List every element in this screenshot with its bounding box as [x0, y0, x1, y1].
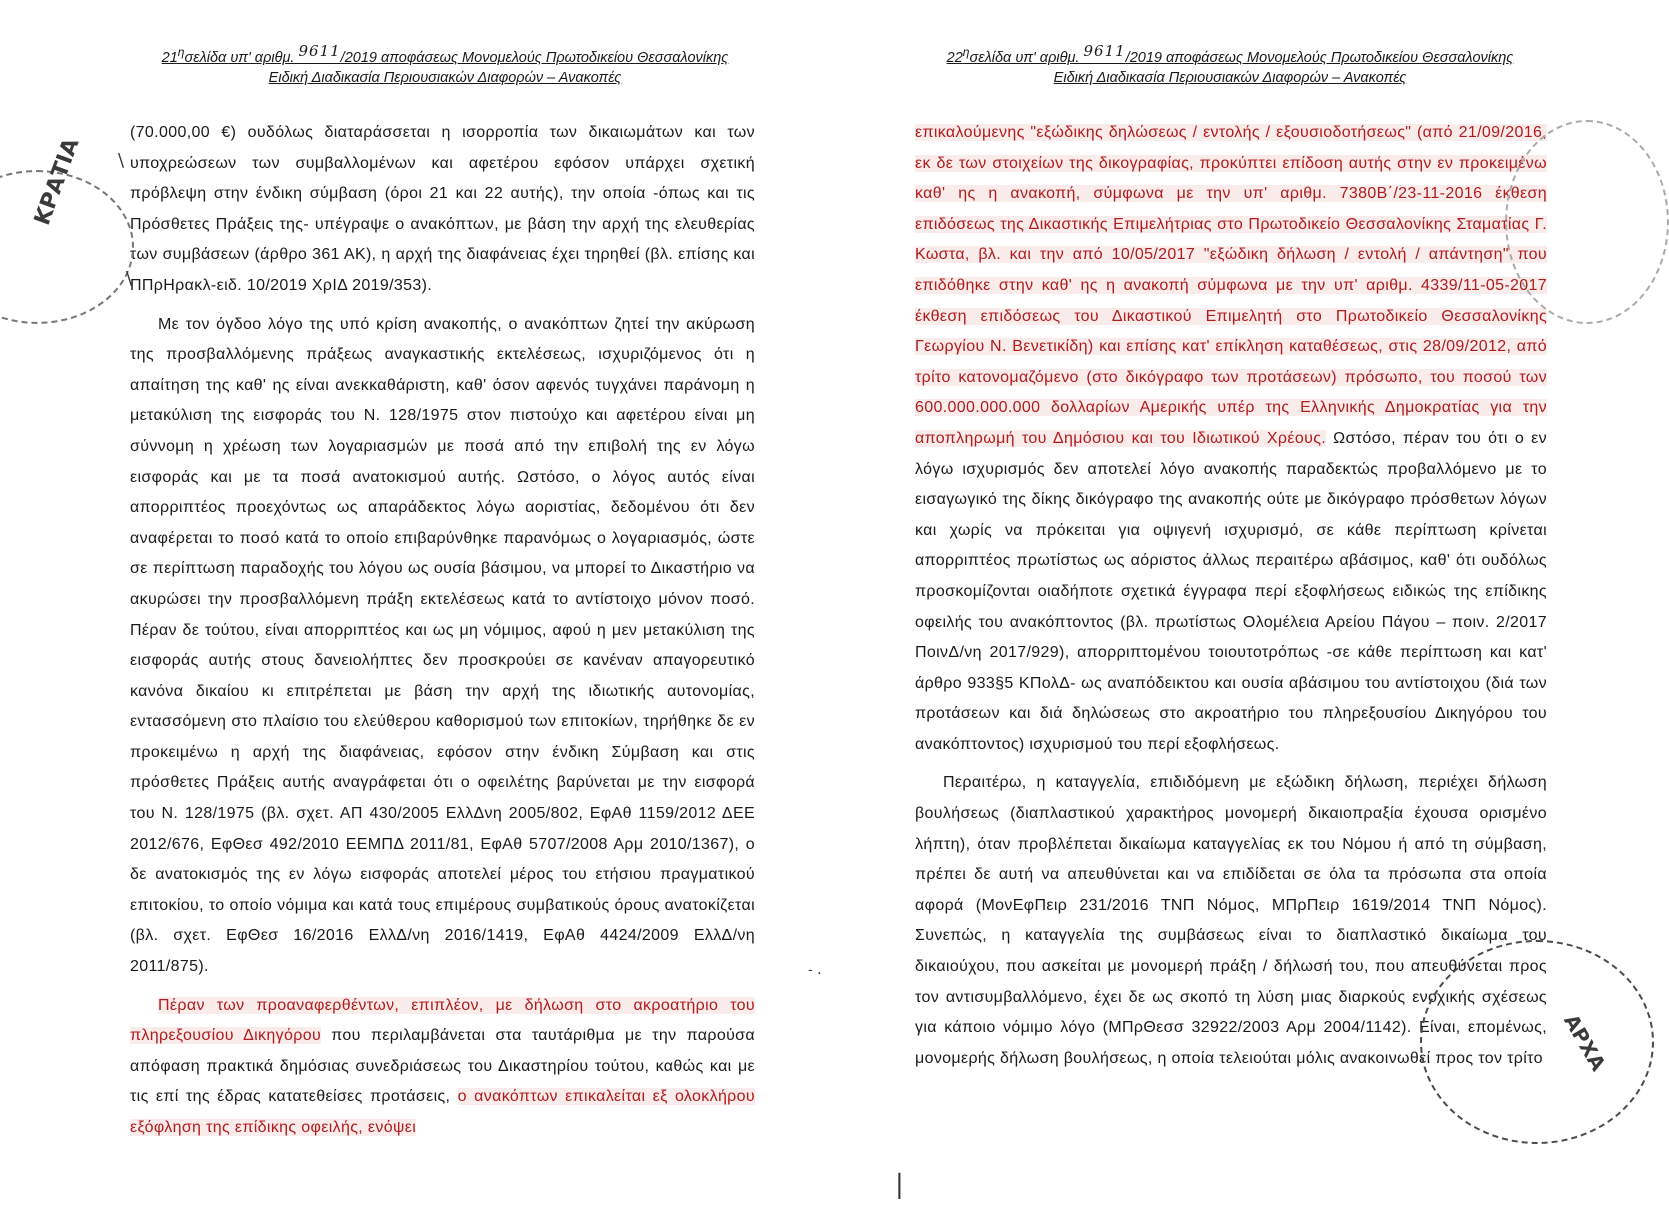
page-header — [895, 42, 1565, 88]
page-ordinal: 22 — [946, 49, 963, 66]
paragraph: (70.000,00 €) ουδόλως διαταράσσεται η ισορροπία των δικαιωμάτων και των υποχρεώσεων των συμβαλλομένων και αφετέρου εφόσον υπάρχει σχετική πρόβλεψη στην ένδικη σύμβαση (όροι 21 και 22 αυτής), την οποία -όπως και τις Πρόσθετες Πράξεις της- υπέγραψε ο ανακόπτων, με βάση την αρχή της ελευθερίας των συμβάσεων (άρθρο 361 ΑΚ), η αρχή της διαφάνειας έχει τηρηθεί (βλ. επίσης και ΠΠρΗρακλ-ειδ. 10/2019 ΧρΙΔ 2019/353). — [130, 124, 755, 294]
page-header — [110, 42, 780, 88]
highlighted-text: επικαλούμενης "εξώδικης δηλώσεως / εντολής / εξουσιοδοτήσεως" (από 21/09/2016, εκ δε των στοιχείων της δικογραφίας, προκύπτει επίδοση αυτής στην εν προκειμένω καθ' ης η ανακοπή, σύμφωνα με την υπ' αριθμ. 7380Β΄/23-11-2016 έκθεση επιδόσεως της Δικαστικής Επιμελήτριας στο Πρωτοδικείο Θεσσαλονίκης Σταματίας Γ. Κωστα, βλ. και την από 10/05/2017 "εξώδικη δήλωση / εντολή / απάντηση" που επιδόθηκε στην καθ' ης η ανακοπή σύμφωνα με την υπ' αριθμ. 4339/11-05-2017 έκθεση επιδόσεως του Δικαστικού Επιμελητή στο Πρωτοδικείο Θεσσαλονίκης Γεωργίου Ν. Βενετικίδη) και επίσης κατ' επίκληση καταθέσεως, στις 28/09/2012, από τρίτο κατονομαζόμενο (στο δικόγραφο των προτάσεων) πρόσωπο, του ποσού των 600.000.000.000 δολλαρίων Αμερικής υπέρ της Ελληνικής Δημοκρατίας για την αποπληρωμή του Δημόσιου και του Ιδιωτικού Χρέους. — [915, 124, 1547, 447]
pen-mark: | — [895, 1170, 904, 1200]
header-line-1 — [110, 42, 780, 68]
ordinal-suffix: η — [177, 45, 185, 59]
paragraph — [915, 118, 1547, 760]
court-stamp — [0, 170, 134, 324]
header-text: σελίδα υπ' αριθμ. — [969, 49, 1080, 66]
stamp-text: ΚΡΑΤΙΑ — [30, 135, 85, 229]
highlighted-text: Πέραν των προαναφερθέντων, επιπλέον, με δήλωση στο ακροατήριο του πληρεξουσίου Δικηγόρου — [130, 996, 755, 1045]
pen-mark: - . — [808, 962, 822, 978]
paragraph-text: που περιλαμβάνεται στα ταυτάριθμα με την παρούσα απόφαση πρακτικά δημόσιας συνεδριάσεως του Δικαστηρίου τούτου, καθώς και με τις επί της έδρας κατατεθείσες προτάσεις, — [130, 1027, 755, 1106]
handwritten-number: 9611 — [298, 41, 341, 60]
pen-mark: \ — [126, 268, 133, 289]
court-stamp — [1505, 120, 1669, 324]
header-line-2: Ειδική Διαδικασία Περιουσιακών Διαφορών – Ανακοπές — [268, 69, 622, 86]
handwritten-number: 9611 — [1083, 41, 1126, 60]
header-court: /2019 αποφάσεως Μονομελούς Πρωτοδικείου Θεσσαλονίκης — [1125, 49, 1514, 66]
header-court: /2019 αποφάσεως Μονομελούς Πρωτοδικείου Θεσσαλονίκης — [340, 49, 729, 66]
page-body — [915, 118, 1547, 1074]
header-text: σελίδα υπ' αριθμ. — [184, 49, 295, 66]
page-ordinal: 21 — [161, 49, 178, 66]
header-line-2: Ειδική Διαδικασία Περιουσιακών Διαφορών – Ανακοπές — [1053, 69, 1407, 86]
header-line-1 — [895, 42, 1565, 68]
right-page — [800, 0, 1611, 1219]
paragraph — [130, 991, 755, 1144]
paragraph: Περαιτέρω, η καταγγελία, επιδιδόμενη με εξώδικη δήλωση, περιέχει δήλωση βουλήσεως (διαπλαστικού χαρακτήρος μονομερή δικαιοπραξία έχουσα ορισμένο λήπτη), όταν προβλέπεται δικαίωμα καταγγελίας εκ του Νόμου ή από τη σύμβαση, πρέπει δε αυτή να απευθύνεται και να επιδίδεται σε όλα τα πρόσωπα στα οποία αφορά (ΜονΕφΠειρ 231/2016 ΤΝΠ Νόμος, ΜΠρΠειρ 1619/2014 ΤΝΠ Νόμος). Συνεπώς, η καταγγελία της συμβάσεως είναι το διαπλαστικό δικαίωμα του δικαιούχου, που ασκείται με μονομερή πράξη / δήλωσή του, που απευθύνεται προς τον αντισυμβαλλόμενο, έχει δε ως σκοπό τη λύση μιας διαρκούς ενοχικής σχέσεως για κάποιο νόμιμο λόγο (ΜΠρΘεσσ 32922/2003 Αρμ 2004/1142). Είναι, επομένως, μονομερής δήλωση βουλήσεως, η οποία τελειούται μόλις ανακοινωθεί προς τον τρίτο — [915, 774, 1547, 1067]
highlighted-text: ο ανακόπτων επικαλείται εξ ολοκλήρου εξόφληση της επίδικης οφειλής, ενόψει — [130, 1088, 755, 1136]
ordinal-suffix: η — [962, 45, 970, 59]
pen-mark: \ — [118, 150, 125, 171]
page-body — [130, 118, 755, 1144]
paragraph-text: Ωστόσο, πέραν του ότι ο εν λόγω ισχυρισμός δεν αποτελεί λόγο ανακοπής παραδεκτώς προβαλλόμενο με το εισαγωγικό της δίκης δικόγραφο της ανακοπής ούτε με δικόγραφο πρόσθετων λόγων και χωρίς να πρόκειται για οψιγενή ισχυρισμό, σε κάθε περίπτωση κρίνεται απορριπτέος πρωτίστως ως αόριστος άλλως περαιτέρω αβάσιμος, καθ' ότι ουδόλως προσκομίζονται οιαδήποτε σχετικά έγγραφα περί εξοφλήσεως ειδικώς της επίδικης οφειλής του ανακόπτοντος (βλ. πρωτίστως Ολομέλεια Αρείου Πάγου – ποιν. 2/2017 ΠοινΔ/νη 2017/929), απορριπτομένου τοιουτοτρόπως -σε κάθε περίπτωση και κατ' άρθρο 933§5 ΚΠολΔ- ως αναπόδεικτου και ουσία αβάσιμου του αντίστοιχου (διά των προτάσεων και διά δηλώσεως στο ακροατήριο του πληρεξουσίου Δικηγόρου του ανακόπτοντος) ισχυρισμού του περί εξοφλήσεως. — [915, 429, 1547, 753]
left-page — [0, 0, 800, 1219]
stamp-text: ΑΡΧΑ — [1559, 1010, 1611, 1075]
paragraph: Με τον όγδοο λόγο της υπό κρίση ανακοπής, ο ανακόπτων ζητεί την ακύρωση της προσβαλλόμενης πράξεως αναγκαστικής εκτελέσεως, ισχυριζόμενος ότι η απαίτηση της καθ' ης είναι ανεκκαθάριστη, καθ' όσον αφενός τυγχάνει παράνομη η μετακύλιση της εισφοράς του Ν. 128/1975 στον πιστούχο και αφετέρου είναι μη σύννομη η χρέωση των λογαριασμών με ποσά από την επιβολή της εν λόγω εισφοράς και με τα ποσά ανατοκισμού αυτής. Ωστόσο, ο λόγος αυτός είναι απορριπτέος προεχόντως ως απαράδεκτος λόγω αοριστίας, δεδομένου ότι δεν αναφέρεται το ποσό κατά το οποίο επιβαρύνθηκε παρανόμως ο λογαριασμός, ώστε σε περίπτωση παραδοχής του λόγου ως ουσία βάσιμου, να μπορεί το Δικαστήριο να ακυρώσει την προσβαλλόμενη πράξη εκτελέσεως κατά το αντίστοιχο μόνον ποσό. Πέραν δε τούτου, είναι απορριπτέος και ως μη νόμιμος, αφού η μεν μετακύλιση της εισφοράς αυτής στους δανειολήπτες δεν προσκρούει σε κανέναν απαγορευτικό κανόνα δικαίου κι επιτρέπεται με βάση την αρχή της ιδιωτικής αυτονομίας, εντασσόμενη στο πλαίσιο του ελεύθερου καθορισμού των επιτοκίων, τηρήθηκε δε εν προκειμένω η αρχή της διαφάνειας, εφόσον στην ένδικη Σύμβαση και στις πρόσθετες Πράξεις αυτής αναγράφεται ότι ο οφειλέτης βαρύνεται με την εισφορά του Ν. 128/1975 (βλ. σχετ. ΑΠ 430/2005 ΕλλΔνη 2005/802, ΕφΑθ 1159/2012 ΔΕΕ 2012/676, ΕφΘεσ 492/2010 ΕΕΜΠΔ 2011/81, ΕφΑθ 5707/2008 Αρμ 2010/1367), ο δε ανατοκισμός της εν λόγω εισφοράς αποτελεί μέρος του ετήσιου πραγματικού επιτοκίου, το οποίο νόμιμα και κατά τους επιμέρους συμβατικούς όρους ανατοκίζεται (βλ. σχετ. ΕφΘεσ 16/2016 ΕλλΔ/νη 2016/1419, ΕφΑθ 4424/2009 ΕλλΔ/νη 2011/875). — [130, 315, 755, 976]
court-stamp — [1420, 940, 1654, 1144]
